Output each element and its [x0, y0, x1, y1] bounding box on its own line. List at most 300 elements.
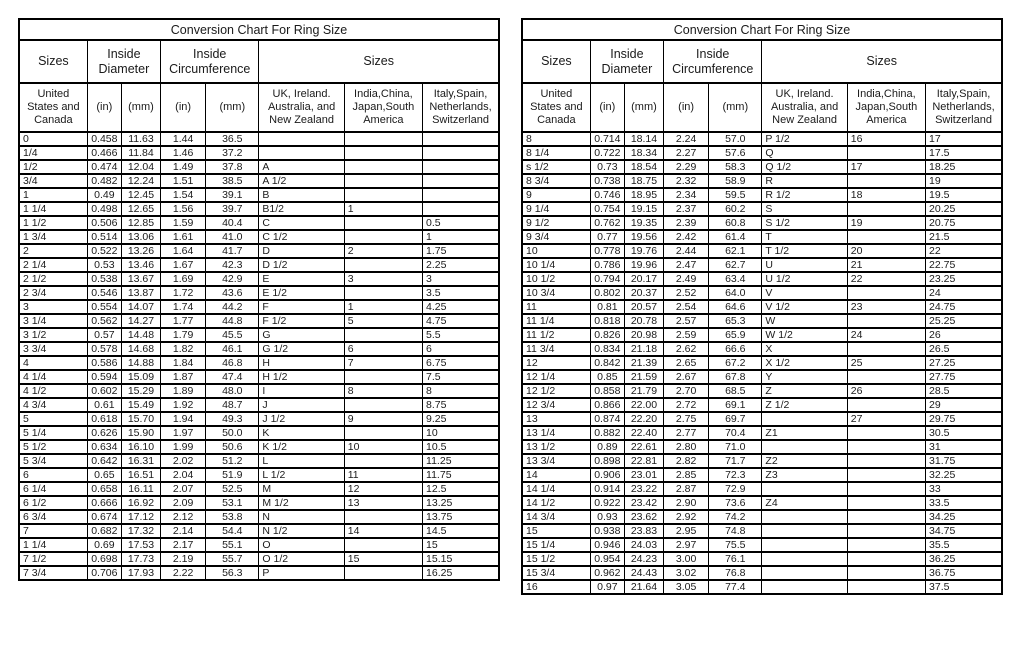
- table-cell: 0.642: [87, 454, 121, 468]
- table-cell: 3: [19, 300, 87, 314]
- table-cell: 0.81: [590, 300, 624, 314]
- table-cell: 11.25: [423, 454, 499, 468]
- table-cell: 11.75: [423, 468, 499, 482]
- table-cell: U 1/2: [762, 272, 847, 286]
- table-cell: 22.40: [624, 426, 663, 440]
- table-cell: 13: [344, 496, 422, 510]
- table-cell: 54.4: [206, 524, 259, 538]
- table-cell: 15: [522, 524, 590, 538]
- table-cell: 0.53: [87, 258, 121, 272]
- table-cell: 2 1/4: [19, 258, 87, 272]
- table-cell: P 1/2: [762, 132, 847, 146]
- table-row: [19, 342, 499, 356]
- table-row: [522, 244, 1002, 258]
- table-row: [19, 160, 499, 174]
- table-cell: 12 1/4: [522, 370, 590, 384]
- table-cell: 0.722: [590, 146, 624, 160]
- table-cell: 12.45: [121, 188, 160, 202]
- table-cell: 10: [522, 244, 590, 258]
- table-row: [522, 510, 1002, 524]
- table-cell: 76.8: [709, 566, 762, 580]
- table-cell: 0.658: [87, 482, 121, 496]
- table-row: [19, 216, 499, 230]
- table-cell: 0.922: [590, 496, 624, 510]
- table-row: [19, 552, 499, 566]
- table-cell: 0.762: [590, 216, 624, 230]
- column-header: (mm): [121, 83, 160, 132]
- table-row: [19, 328, 499, 342]
- table-cell: 1.97: [161, 426, 206, 440]
- table-cell: 2 3/4: [19, 286, 87, 300]
- table-cell: 2.17: [161, 538, 206, 552]
- table-row: [522, 454, 1002, 468]
- table-cell: 31.75: [926, 454, 1002, 468]
- table-cell: 22.75: [926, 258, 1002, 272]
- table-cell: 69.1: [709, 398, 762, 412]
- table-cell: 0.674: [87, 510, 121, 524]
- table-cell: 4 1/2: [19, 384, 87, 398]
- table-row: [522, 230, 1002, 244]
- table-row: [522, 566, 1002, 580]
- table-cell: 0.794: [590, 272, 624, 286]
- table-cell: 12: [522, 356, 590, 370]
- table-cell: 2: [344, 244, 422, 258]
- column-header: UK, Ireland. Australia, and New Zealand: [762, 83, 847, 132]
- table-cell: 11 1/4: [522, 314, 590, 328]
- table-cell: X: [762, 342, 847, 356]
- column-header: United States and Canada: [522, 83, 590, 132]
- table-cell: V: [762, 286, 847, 300]
- table-cell: 22.00: [624, 398, 663, 412]
- table-cell: 24: [847, 328, 925, 342]
- table-cell: [847, 230, 925, 244]
- table-row: [522, 398, 1002, 412]
- table-cell: 0.874: [590, 412, 624, 426]
- table-cell: 13 1/4: [522, 426, 590, 440]
- table-cell: 56.3: [206, 566, 259, 580]
- table-cell: 19.96: [624, 258, 663, 272]
- table-cell: 53.8: [206, 510, 259, 524]
- table-cell: 14.27: [121, 314, 160, 328]
- table-cell: 3: [344, 272, 422, 286]
- table-cell: 48.0: [206, 384, 259, 398]
- table-cell: 15.70: [121, 412, 160, 426]
- table-cell: 6: [19, 468, 87, 482]
- table-cell: [762, 580, 847, 594]
- table-cell: 1.49: [161, 160, 206, 174]
- table-cell: 14.68: [121, 342, 160, 356]
- table-cell: [259, 132, 344, 146]
- table-cell: 6: [344, 342, 422, 356]
- table-cell: 72.9: [709, 482, 762, 496]
- table-cell: 4.25: [423, 300, 499, 314]
- table-row: [19, 314, 499, 328]
- column-header-row: [19, 83, 499, 132]
- table-cell: 50.6: [206, 440, 259, 454]
- table-cell: 14.48: [121, 328, 160, 342]
- table-cell: 36.75: [926, 566, 1002, 580]
- table-cell: 37.5: [926, 580, 1002, 594]
- table-cell: 3.05: [664, 580, 709, 594]
- table-cell: 1.77: [161, 314, 206, 328]
- table-cell: 20.78: [624, 314, 663, 328]
- table-cell: 17.73: [121, 552, 160, 566]
- table-cell: 71.7: [709, 454, 762, 468]
- table-cell: 2.24: [664, 132, 709, 146]
- table-cell: [423, 202, 499, 216]
- table-cell: 2.32: [664, 174, 709, 188]
- table-cell: S: [762, 202, 847, 216]
- table-cell: 1 3/4: [19, 230, 87, 244]
- table-cell: 2.42: [664, 230, 709, 244]
- table-cell: [259, 146, 344, 160]
- table-cell: 0.554: [87, 300, 121, 314]
- table-cell: 14 1/4: [522, 482, 590, 496]
- table-cell: J 1/2: [259, 412, 344, 426]
- table-row: [19, 244, 499, 258]
- table-row: [522, 412, 1002, 426]
- table-cell: 46.8: [206, 356, 259, 370]
- column-header: Italy,Spain, Netherlands, Switzerland: [926, 83, 1002, 132]
- table-cell: 1.82: [161, 342, 206, 356]
- table-cell: [847, 566, 925, 580]
- table-cell: 1.54: [161, 188, 206, 202]
- table-cell: 26: [847, 384, 925, 398]
- table-cell: 19.15: [624, 202, 663, 216]
- table-cell: [344, 230, 422, 244]
- table-cell: 0.514: [87, 230, 121, 244]
- table-cell: 20.17: [624, 272, 663, 286]
- table-cell: [847, 286, 925, 300]
- table-cell: [847, 440, 925, 454]
- table-cell: 2.29: [664, 160, 709, 174]
- table-cell: 1.69: [161, 272, 206, 286]
- table-cell: 14.88: [121, 356, 160, 370]
- table-cell: 2 1/2: [19, 272, 87, 286]
- table-row: [19, 454, 499, 468]
- table-cell: 11.84: [121, 146, 160, 160]
- table-cell: 20.75: [926, 216, 1002, 230]
- table-cell: Z 1/2: [762, 398, 847, 412]
- column-header-row: [522, 83, 1002, 132]
- table-cell: 5.5: [423, 328, 499, 342]
- table-cell: 1.89: [161, 384, 206, 398]
- table-cell: 11.63: [121, 132, 160, 146]
- table-cell: X 1/2: [762, 356, 847, 370]
- table-cell: 0.85: [590, 370, 624, 384]
- table-cell: 1/2: [19, 160, 87, 174]
- table-cell: 74.8: [709, 524, 762, 538]
- table-cell: 55.1: [206, 538, 259, 552]
- table-cell: 13.26: [121, 244, 160, 258]
- table-cell: 28.5: [926, 384, 1002, 398]
- table-cell: 0.522: [87, 244, 121, 258]
- table-row: [19, 286, 499, 300]
- table-cell: 36.5: [206, 132, 259, 146]
- table-cell: 38.5: [206, 174, 259, 188]
- table-cell: 27.25: [926, 356, 1002, 370]
- table-cell: K: [259, 426, 344, 440]
- table-cell: J: [259, 398, 344, 412]
- group-header: Inside Circumference: [664, 40, 762, 83]
- table-cell: 23: [847, 300, 925, 314]
- table-cell: 14: [344, 524, 422, 538]
- group-header: Sizes: [259, 40, 499, 83]
- table-cell: [344, 146, 422, 160]
- table-cell: 10: [423, 426, 499, 440]
- table-cell: 14.5: [423, 524, 499, 538]
- table-cell: [847, 496, 925, 510]
- table-cell: 34.75: [926, 524, 1002, 538]
- table-cell: 58.3: [709, 160, 762, 174]
- table-cell: 0.698: [87, 552, 121, 566]
- table-cell: L: [259, 454, 344, 468]
- table-cell: 2.07: [161, 482, 206, 496]
- table-cell: 2.09: [161, 496, 206, 510]
- table-cell: 17: [926, 132, 1002, 146]
- table-cell: A: [259, 160, 344, 174]
- table-cell: 0.858: [590, 384, 624, 398]
- table-cell: 1.79: [161, 328, 206, 342]
- table-cell: 2.75: [664, 412, 709, 426]
- table-cell: 2.77: [664, 426, 709, 440]
- table-cell: 23.22: [624, 482, 663, 496]
- table-cell: 7: [19, 524, 87, 538]
- table-cell: 3.00: [664, 552, 709, 566]
- table-cell: 0.506: [87, 216, 121, 230]
- table-cell: [344, 258, 422, 272]
- table-cell: 0.57: [87, 328, 121, 342]
- table-cell: 39.1: [206, 188, 259, 202]
- table-cell: 2.92: [664, 510, 709, 524]
- table-cell: 26.5: [926, 342, 1002, 356]
- table-cell: 0.618: [87, 412, 121, 426]
- table-cell: Z1: [762, 426, 847, 440]
- table-cell: 4.75: [423, 314, 499, 328]
- table-cell: 12 3/4: [522, 398, 590, 412]
- table-cell: 63.4: [709, 272, 762, 286]
- table-row: [522, 188, 1002, 202]
- table-row: [19, 510, 499, 524]
- table-cell: 51.2: [206, 454, 259, 468]
- column-header: (in): [590, 83, 624, 132]
- group-header: Inside Circumference: [161, 40, 259, 83]
- table-cell: 19.76: [624, 244, 663, 258]
- table-cell: 69.7: [709, 412, 762, 426]
- table-row: [522, 524, 1002, 538]
- table-cell: 16.25: [423, 566, 499, 580]
- table-cell: R 1/2: [762, 188, 847, 202]
- table-cell: 1.51: [161, 174, 206, 188]
- table-cell: 33.5: [926, 496, 1002, 510]
- table-cell: M 1/2: [259, 496, 344, 510]
- table-cell: [344, 426, 422, 440]
- table-cell: [344, 538, 422, 552]
- table-cell: 1.67: [161, 258, 206, 272]
- table-cell: Z2: [762, 454, 847, 468]
- table-row: [522, 286, 1002, 300]
- table-cell: 3: [423, 272, 499, 286]
- table-cell: 0.538: [87, 272, 121, 286]
- table-cell: 7 1/2: [19, 552, 87, 566]
- table-cell: [344, 510, 422, 524]
- column-header: India,China, Japan,South America: [344, 83, 422, 132]
- table-cell: 0.77: [590, 230, 624, 244]
- table-cell: 0.914: [590, 482, 624, 496]
- table-cell: 16.92: [121, 496, 160, 510]
- table-cell: [423, 146, 499, 160]
- table-cell: 0.746: [590, 188, 624, 202]
- table-cell: Z3: [762, 468, 847, 482]
- table-cell: 0.562: [87, 314, 121, 328]
- table-cell: 62.7: [709, 258, 762, 272]
- column-header: (in): [664, 83, 709, 132]
- table-cell: 41.0: [206, 230, 259, 244]
- table-cell: 1.46: [161, 146, 206, 160]
- table-cell: [344, 132, 422, 146]
- table-cell: T 1/2: [762, 244, 847, 258]
- table-cell: L 1/2: [259, 468, 344, 482]
- table-cell: 0.65: [87, 468, 121, 482]
- table-cell: 0.706: [87, 566, 121, 580]
- table-row: [522, 160, 1002, 174]
- table-cell: 5: [19, 412, 87, 426]
- table-cell: 0.626: [87, 426, 121, 440]
- table-cell: 57.6: [709, 146, 762, 160]
- table-cell: 24.75: [926, 300, 1002, 314]
- table-cell: 61.4: [709, 230, 762, 244]
- table-cell: 15: [344, 552, 422, 566]
- table-cell: [344, 566, 422, 580]
- table-cell: 3.5: [423, 286, 499, 300]
- table-cell: 5 1/4: [19, 426, 87, 440]
- table-cell: 13.87: [121, 286, 160, 300]
- table-cell: 57.0: [709, 132, 762, 146]
- table-cell: 20.98: [624, 328, 663, 342]
- table-cell: 65.9: [709, 328, 762, 342]
- table-cell: 0.578: [87, 342, 121, 356]
- table-cell: [847, 314, 925, 328]
- table-cell: 1.84: [161, 356, 206, 370]
- table-cell: 71.0: [709, 440, 762, 454]
- table-cell: O 1/2: [259, 552, 344, 566]
- table-row: [19, 174, 499, 188]
- table-cell: [762, 538, 847, 552]
- table-cell: 19.56: [624, 230, 663, 244]
- table-cell: 30.5: [926, 426, 1002, 440]
- group-header-row: [522, 40, 1002, 83]
- table-row: [19, 524, 499, 538]
- table-cell: [344, 216, 422, 230]
- table-cell: 24.03: [624, 538, 663, 552]
- table-cell: [344, 398, 422, 412]
- table-cell: H: [259, 356, 344, 370]
- table-cell: 0.906: [590, 468, 624, 482]
- table-cell: 21.18: [624, 342, 663, 356]
- table-cell: 20.57: [624, 300, 663, 314]
- table-cell: 6 1/4: [19, 482, 87, 496]
- table-cell: 77.4: [709, 580, 762, 594]
- table-cell: [762, 524, 847, 538]
- table-cell: 2.34: [664, 188, 709, 202]
- table-cell: 12.65: [121, 202, 160, 216]
- table-cell: 2.44: [664, 244, 709, 258]
- table-cell: 37.8: [206, 160, 259, 174]
- table-cell: 17: [847, 160, 925, 174]
- table-cell: 5 3/4: [19, 454, 87, 468]
- table-cell: 2.97: [664, 538, 709, 552]
- table-cell: 19.5: [926, 188, 1002, 202]
- table-cell: 2.67: [664, 370, 709, 384]
- table-cell: 13: [522, 412, 590, 426]
- table-cell: 21.39: [624, 356, 663, 370]
- table-cell: 0.954: [590, 552, 624, 566]
- table-cell: 60.8: [709, 216, 762, 230]
- table-row: [19, 272, 499, 286]
- table-cell: 2.87: [664, 482, 709, 496]
- table-cell: 15: [423, 538, 499, 552]
- table-cell: 23.25: [926, 272, 1002, 286]
- table-cell: 18.54: [624, 160, 663, 174]
- table-cell: 10 1/4: [522, 258, 590, 272]
- table-cell: 76.1: [709, 552, 762, 566]
- table-row: [19, 356, 499, 370]
- table-cell: [762, 482, 847, 496]
- table-cell: 18.14: [624, 132, 663, 146]
- table-cell: 40.4: [206, 216, 259, 230]
- table-cell: 0.466: [87, 146, 121, 160]
- table-cell: T: [762, 230, 847, 244]
- table-cell: 1 1/4: [19, 538, 87, 552]
- table-cell: [423, 160, 499, 174]
- table-cell: 64.0: [709, 286, 762, 300]
- table-cell: 14 3/4: [522, 510, 590, 524]
- table-cell: 15.29: [121, 384, 160, 398]
- table-cell: 0.73: [590, 160, 624, 174]
- table-cell: 75.5: [709, 538, 762, 552]
- table-cell: 0.946: [590, 538, 624, 552]
- table-cell: 0.49: [87, 188, 121, 202]
- table-cell: 50.0: [206, 426, 259, 440]
- table-cell: 18: [847, 188, 925, 202]
- table-cell: 0: [19, 132, 87, 146]
- table-cell: 2.57: [664, 314, 709, 328]
- table-cell: 4 3/4: [19, 398, 87, 412]
- table-cell: [847, 454, 925, 468]
- table-cell: 4 1/4: [19, 370, 87, 384]
- table-cell: 26: [926, 328, 1002, 342]
- table-cell: 3/4: [19, 174, 87, 188]
- ring-size-conversion-table: [18, 18, 500, 581]
- table-row: [522, 440, 1002, 454]
- table-cell: 0.682: [87, 524, 121, 538]
- table-cell: 21: [847, 258, 925, 272]
- table-row: [522, 272, 1002, 286]
- table-cell: [423, 188, 499, 202]
- table-cell: 2.27: [664, 146, 709, 160]
- table-cell: 2.62: [664, 342, 709, 356]
- table-cell: E 1/2: [259, 286, 344, 300]
- table-cell: 22.20: [624, 412, 663, 426]
- table-cell: 18.34: [624, 146, 663, 160]
- table-cell: 44.2: [206, 300, 259, 314]
- table-cell: 35.5: [926, 538, 1002, 552]
- column-header: (mm): [206, 83, 259, 132]
- table-cell: 2.82: [664, 454, 709, 468]
- table-cell: 1.74: [161, 300, 206, 314]
- table-cell: 2.90: [664, 496, 709, 510]
- table-cell: 9 3/4: [522, 230, 590, 244]
